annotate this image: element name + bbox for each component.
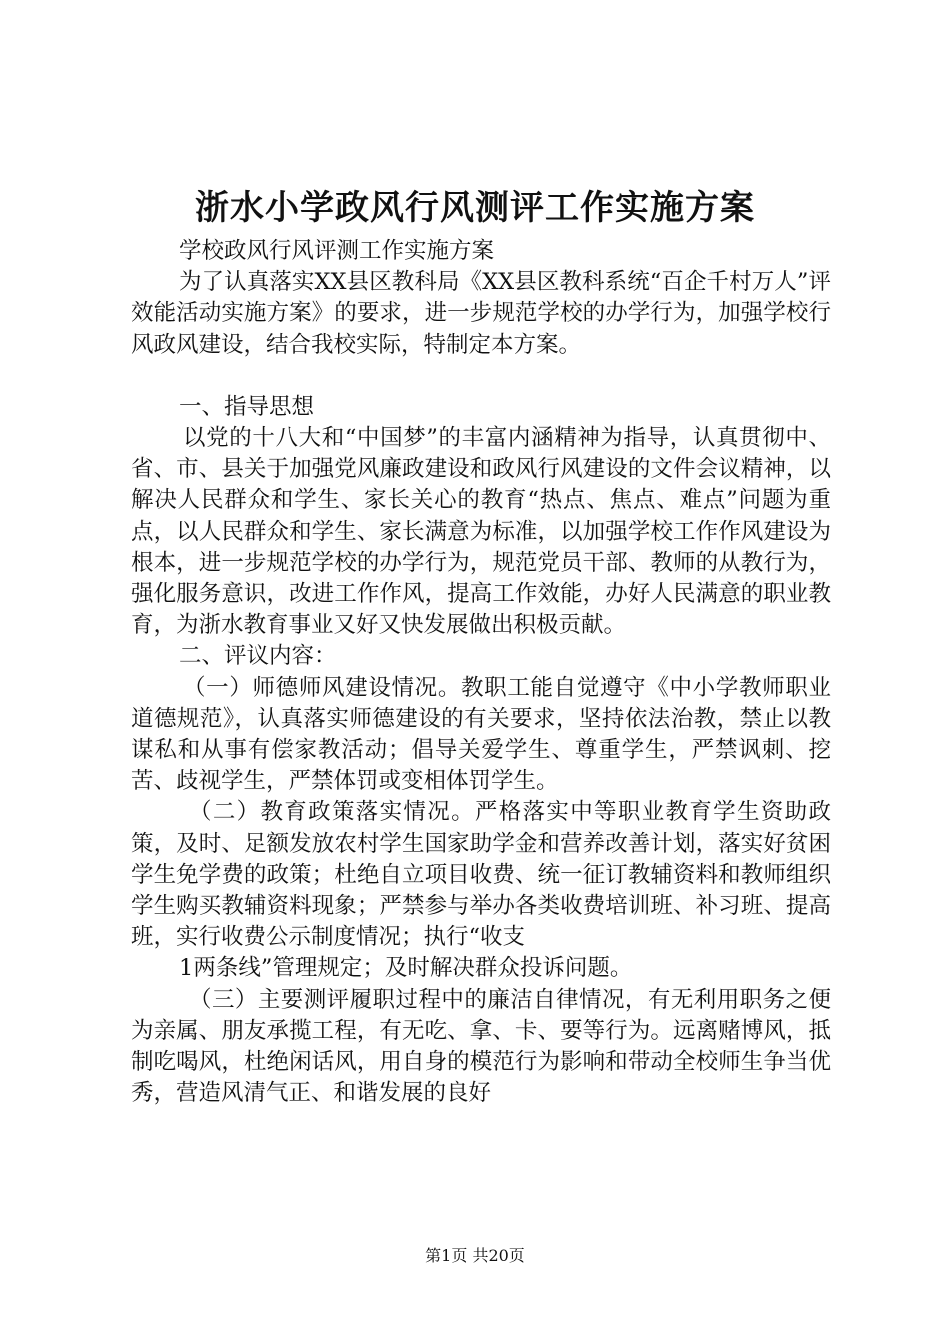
- item-2-continued-paragraph: 1两条线”管理规定；及时解决群众投诉问题。: [179, 955, 633, 982]
- guiding-thought-paragraph: 以党的十八大和“中国梦”的丰富内涵精神为指导，认真贯彻中、省、市、县关于加强党风廉政建设和政风行风建设的文件会议精神，以解决人民群众和学生、家长关心的教育“热点、焦点、难点”问题为重点，以人民群众和学生、家长满意为标准，以加强学校工作作风建设为根本，进一步规范学校的办学行为，规范党员干部、教师的从教行为，强化服务意识，改进工作作风，提高工作效能，办好人民满意的职业教育，为浙水教育事业又好又快发展做出积极贡献。: [131, 425, 831, 639]
- subtitle-paragraph: 学校政风行风评测工作实施方案: [179, 238, 495, 264]
- intro-paragraph: 为了认真落实XX县区教科局《XX县区教科系统“百企千村万人”评效能活动实施方案》的要求，进一步规范学校的办学行为，加强学校行风政风建设，结合我校实际，特制定本方案。: [131, 269, 831, 358]
- section-heading-1: 一、指导思想: [179, 393, 315, 420]
- document-title: 浙水小学政风行风测评工作实施方案: [195, 188, 755, 228]
- item-3-paragraph: （三）主要测评履职过程中的廉洁自律情况，有无利用职务之便为亲属、朋友承揽工程，有无吃、拿、卡、要等行为。远离赌博风，抵制吃喝风，杜绝闲话风，用自身的模范行为影响和带动全校师生争当优秀，营造风清气正、和谐发展的良好: [131, 986, 831, 1107]
- page-number-footer: 第1页 共20页: [425, 1246, 525, 1265]
- item-2-paragraph: （二）教育政策落实情况。严格落实中等职业教育学生资助政策，及时、足额发放农村学生国家助学金和营养改善计划，落实好贫困学生免学费的政策；杜绝自立项目收费、统一征订教辅资料和教师组织学生购买教辅资料现象；严禁参与举办各类收费培训班、补习班、提高班，实行收费公示制度情况；执行“收支: [131, 799, 831, 951]
- item-1-paragraph: （一）师德师风建设情况。教职工能自觉遵守《中小学教师职业道德规范》，认真落实师德建设的有关要求，坚持依法治教，禁止以教谋私和从事有偿家教活动；倡导关爱学生、尊重学生，严禁讽刺、挖苦、歧视学生，严禁体罚或变相体罚学生。: [131, 674, 831, 795]
- document-body: [131, 236, 831, 1109]
- section-heading-2: 二、评议内容：: [179, 643, 337, 670]
